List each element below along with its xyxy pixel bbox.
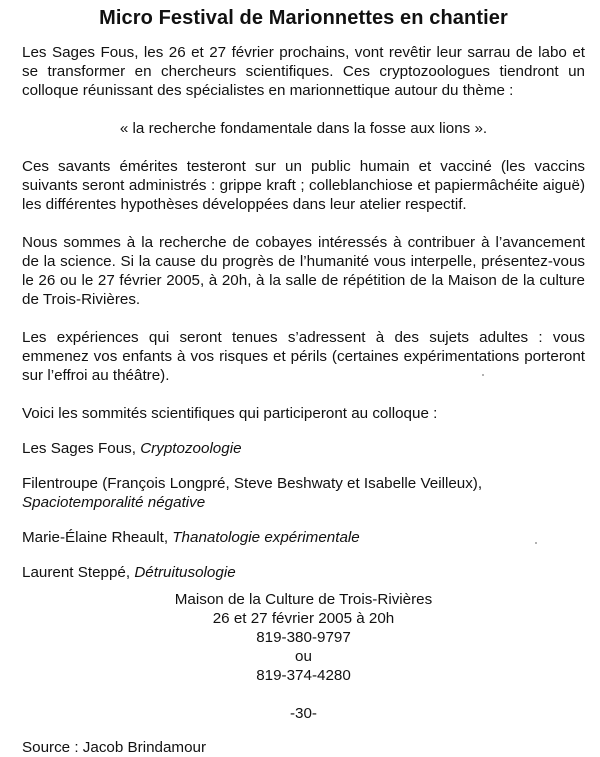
press-release-page	[22, 6, 585, 757]
participant-specialty: Thanatologie expérimentale	[172, 529, 360, 546]
participant-entry	[22, 474, 585, 512]
participant-name: Filentroupe (François Longpré, Steve Beshwaty et Isabelle Veilleux),	[22, 475, 483, 492]
participant-specialty: Cryptozoologie	[140, 440, 242, 457]
participant-entry	[22, 439, 585, 458]
participant-specialty: Spaciotemporalité négative	[22, 494, 206, 511]
participant-name: Les Sages Fous,	[22, 440, 136, 457]
call-for-participants-paragraph: Nous sommes à la recherche de cobayes intéressés à contribuer à l’avancement de la science. Si la cause du progrès de l’humanité vous interpelle, présentez-vous le 26 ou le 27 février 2005, à 20h, à la salle de répétition de la Maison de la culture de Trois-Rivières.	[22, 234, 585, 308]
participant-name: Laurent Steppé,	[22, 564, 131, 581]
document-title: Micro Festival de Marionnettes en chantier	[99, 7, 508, 29]
contact-block	[22, 590, 585, 685]
participant-specialty: Détruitusologie	[134, 564, 236, 581]
vaccine-paragraph: Ces savants émérites testeront sur un public humain et vacciné (les vaccins suivants seront administrés : grippe kraft ; colleblanchiose et papiermâchéite aiguë) les différentes hypothèses développées dans leur atelier respectif.	[22, 158, 585, 213]
event-date-time: 26 et 27 février 2005 à 20h	[212, 610, 395, 627]
scan-speck	[535, 542, 537, 544]
phone-number-primary: 819-380-9797	[256, 629, 351, 646]
venue-name: Maison de la Culture de Trois-Rivières	[174, 591, 433, 608]
theme-quote: « la recherche fondamentale dans la fosse aux lions ».	[119, 120, 488, 137]
participants-list	[22, 439, 585, 582]
or-separator: ou	[295, 648, 312, 665]
scan-speck	[482, 374, 484, 376]
source-credit: Source : Jacob Brindamour	[22, 739, 207, 756]
intro-paragraph: Les Sages Fous, les 26 et 27 février prochains, vont revêtir leur sarrau de labo et se transformer en chercheurs scientifiques. Ces cryptozoologues tiendront un colloque réunissant des spécialistes en marionnettique autour du thème :	[22, 44, 585, 99]
audience-warning-paragraph: Les expériences qui seront tenues s’adressent à des sujets adultes : vous emmenez vos enfants à vos risques et périls (certaines expérimentations porteront sur l’effroi au théâtre).	[22, 329, 585, 384]
participant-name: Marie-Élaine Rheault,	[22, 529, 169, 546]
participant-entry	[22, 563, 585, 582]
page-number: -30-	[289, 705, 317, 722]
phone-number-secondary: 819-374-4280	[256, 667, 351, 684]
participant-entry	[22, 528, 585, 547]
participants-intro: Voici les sommités scientifiques qui participeront au colloque :	[22, 405, 438, 422]
